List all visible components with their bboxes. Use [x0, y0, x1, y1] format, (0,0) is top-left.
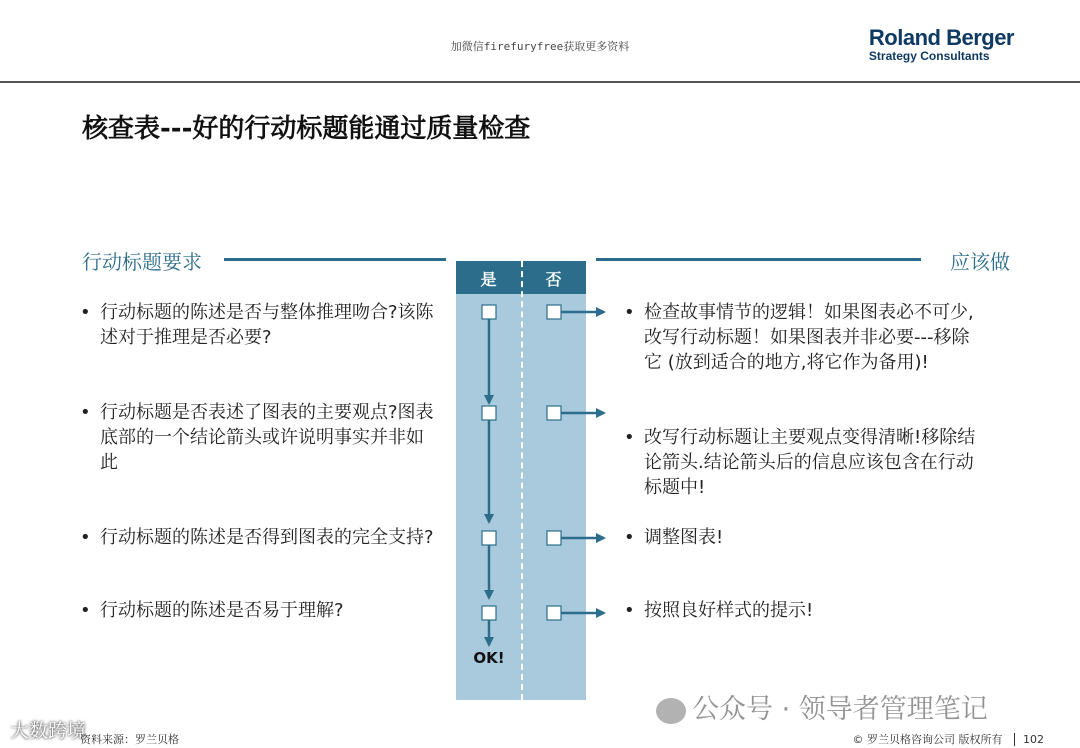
actions-header: 应该做 — [950, 250, 1010, 274]
bullet-icon: • — [80, 302, 91, 323]
requirement-item: • 行动标题的陈述是否得到图表的完全支持? — [80, 527, 434, 548]
no-checkbox — [547, 531, 561, 545]
wechat-watermark: 公众号 · 领导者管理笔记 — [656, 687, 988, 726]
wechat-icon — [656, 698, 686, 724]
logo-wordmark: Roland Berger — [868, 25, 1014, 50]
no-label: 否 — [545, 270, 562, 289]
corner-watermark: 大数跨境 — [10, 720, 87, 742]
footer-separator — [1014, 733, 1015, 746]
bullet-icon: • — [80, 527, 91, 548]
no-checkbox — [547, 406, 561, 420]
footer-source: 资料来源：罗兰贝格 — [80, 733, 179, 746]
bullet-icon: • — [80, 600, 91, 621]
page-number: 102 — [1023, 733, 1044, 746]
logo-tagline: Strategy Consultants — [868, 49, 990, 63]
yes-checkbox — [482, 305, 496, 319]
bullet-icon: • — [624, 527, 635, 548]
bullet-icon: • — [624, 302, 635, 323]
no-checkbox — [547, 305, 561, 319]
requirement-item: • 行动标题的陈述是否与整体推理吻合?该陈述对于推理是否必要? — [80, 302, 434, 348]
requirement-item: • 行动标题的陈述是否易于理解? — [80, 600, 344, 621]
bullet-icon: • — [624, 600, 635, 621]
requirements-header: 行动标题要求 — [82, 250, 202, 274]
header-note: 加微信firefuryfree获取更多资料 — [450, 40, 630, 53]
action-item: • 调整图表! — [624, 527, 724, 548]
ok-label: OK! — [473, 649, 505, 667]
yes-checkbox — [482, 606, 496, 620]
action-item: • 检查故事情节的逻辑！如果图表必不可少,改写行动标题！如果图表并非必要---移除它 (放到适合的地方,将它作为备用)! — [624, 302, 974, 373]
yes-label: 是 — [480, 270, 497, 289]
yes-checkbox — [482, 531, 496, 545]
action-item: • 按照良好样式的提示! — [624, 600, 814, 621]
slide-title: 核查表---好的行动标题能通过质量检查 — [82, 114, 531, 144]
bullet-icon: • — [624, 427, 635, 448]
bullet-icon: • — [80, 402, 91, 423]
no-checkbox — [547, 606, 561, 620]
footer-copyright: © 罗兰贝格咨询公司 版权所有 102 — [852, 733, 1044, 746]
yes-checkbox — [482, 406, 496, 420]
action-item: • 改写行动标题让主要观点变得清晰!移除结论箭头.结论箭头后的信息应该包含在行动标题中! — [624, 427, 976, 498]
requirement-item: • 行动标题是否表述了图表的主要观点?图表底部的一个结论箭头或许说明事实并非如此 — [80, 402, 434, 473]
